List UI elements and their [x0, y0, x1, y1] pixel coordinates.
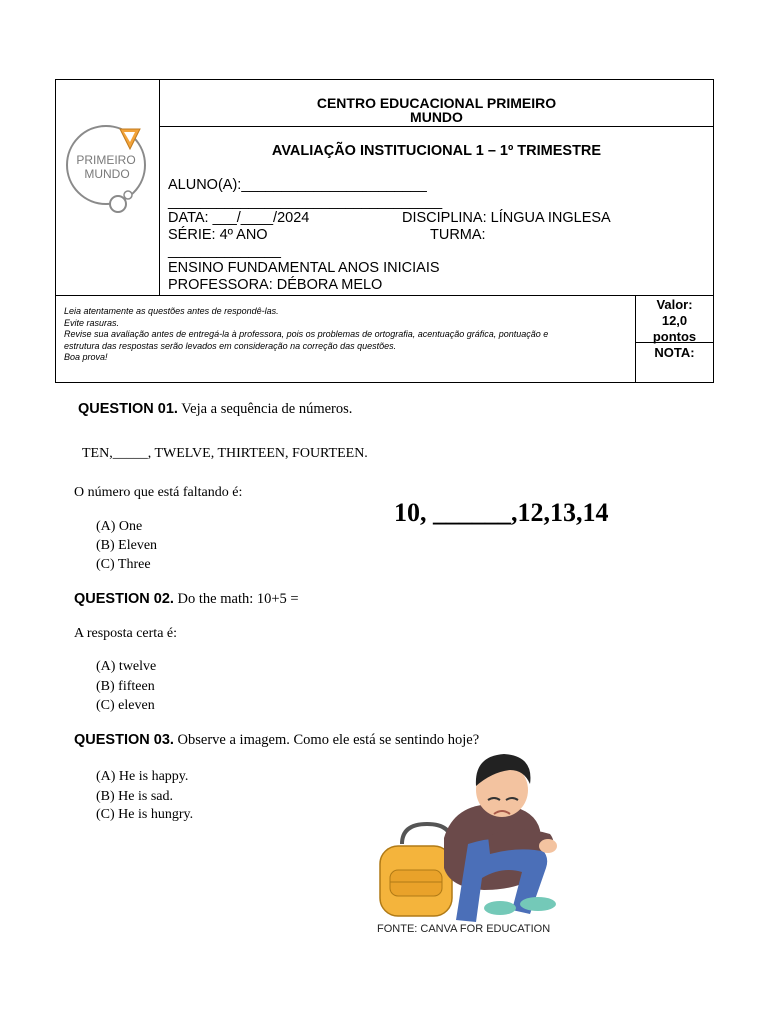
class-field: TURMA: — [430, 227, 486, 243]
question-03-label: QUESTION 03. — [74, 732, 174, 748]
question-01-sequence: TEN,_____, TWELVE, THIRTEEN, FOURTEEN. — [82, 446, 368, 461]
grade-field: SÉRIE: 4º ANO — [168, 227, 268, 243]
question-03 — [74, 732, 479, 749]
header-table — [55, 79, 714, 383]
date-field: DATA: ___/____/2024 — [168, 210, 310, 226]
question-01 — [78, 401, 352, 418]
image-source-caption: FONTE: CANVA FOR EDUCATION — [377, 923, 551, 935]
valor-amount: 12,0 — [661, 313, 688, 328]
subject-field: DISCIPLINA: LÍNGUA INGLESA — [402, 210, 611, 226]
instruction-line: Evite rasuras. — [64, 317, 120, 328]
option-a[interactable]: (A) He is happy. — [96, 769, 189, 784]
class-blank-line: ______________ — [168, 243, 281, 259]
option-a[interactable]: (A) twelve — [96, 659, 157, 674]
option-b[interactable]: (B) fifteen — [96, 679, 155, 694]
valor-unit: pontos — [652, 329, 697, 344]
question-02 — [74, 591, 299, 608]
logo-cell — [56, 80, 160, 295]
question-01-label: QUESTION 01. — [78, 401, 178, 417]
numeric-sequence: 10, ______,12,13,14 — [394, 498, 609, 527]
student-name-field: ALUNO(A):_______________________ — [168, 177, 427, 193]
school-level: ENSINO FUNDAMENTAL ANOS INICIAIS — [168, 260, 440, 276]
school-logo — [62, 120, 154, 248]
logo-text-line1: PRIMEIRO — [76, 153, 136, 167]
option-c[interactable]: (C) eleven — [96, 698, 155, 713]
instruction-line: Revise sua avaliação antes de entregá-la à professora, pois os problemas de ortografia, acentuação gráfica, pontuação e — [64, 329, 549, 339]
option-c[interactable]: (C) He is hungry. — [96, 807, 194, 822]
nota-label: NOTA: — [654, 345, 695, 360]
school-name-line1: CENTRO EDUCACIONAL PRIMEIRO — [316, 95, 557, 111]
instruction-line: Leia atentamente as questões antes de respondê-las. — [64, 306, 279, 316]
sad-boy-illustration — [372, 752, 572, 922]
backpack-icon — [380, 824, 452, 916]
option-b[interactable]: (B) He is sad. — [96, 789, 173, 804]
school-name — [160, 80, 713, 127]
score-cell — [635, 296, 713, 383]
option-c[interactable]: (C) Three — [96, 557, 151, 572]
option-b[interactable]: (B) Eleven — [96, 538, 158, 553]
student-info — [160, 127, 713, 295]
school-name-line2: MUNDO — [410, 109, 463, 125]
instruction-line: Boa prova! — [64, 352, 108, 362]
question-02-prompt: Do the math: 10+5 = — [177, 591, 299, 607]
option-a[interactable]: (A) One — [96, 519, 143, 534]
instruction-line: estrutura das respostas serão levados em consideração na correção das questões. — [64, 340, 397, 351]
evaluation-title: AVALIAÇÃO INSTITUCIONAL 1 – 1º TRIMESTRE — [271, 143, 602, 159]
valor-box — [636, 296, 713, 343]
instructions — [64, 306, 632, 364]
question-01-subprompt: O número que está faltando é: — [74, 485, 243, 500]
logo-text-line2: MUNDO — [84, 167, 130, 181]
teacher-name: PROFESSORA: DÉBORA MELO — [168, 277, 383, 293]
valor-label: Valor: — [656, 297, 693, 312]
question-03-prompt: Observe a imagem. Como ele está se sentindo hoje? — [177, 732, 480, 748]
question-02-subprompt: A resposta certa é: — [74, 626, 178, 641]
question-01-prompt: Veja a sequência de números. — [181, 401, 353, 417]
question-02-label: QUESTION 02. — [74, 591, 174, 607]
instructions-row — [56, 295, 713, 383]
student-name-line-2: __________________________________ — [168, 194, 443, 210]
